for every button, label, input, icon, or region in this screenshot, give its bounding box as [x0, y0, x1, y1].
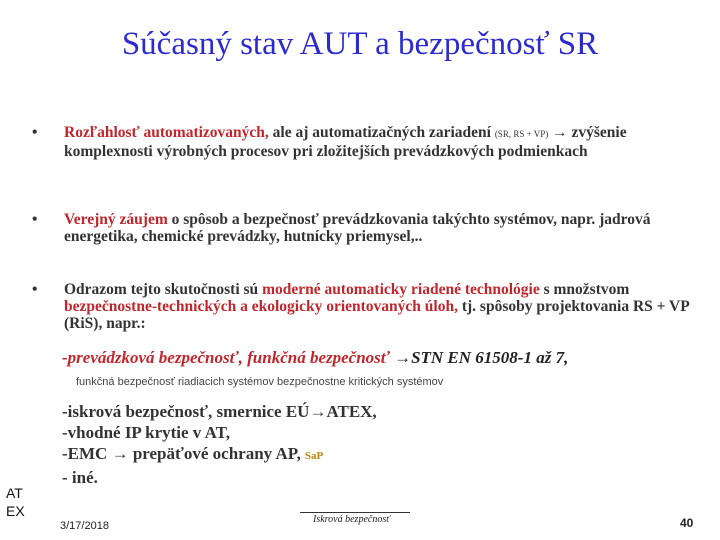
list-item [62, 443, 522, 467]
list-item: -vhodné IP krytie v AT, [62, 423, 230, 442]
page-number: 40 [680, 516, 694, 530]
bullet-marker: • [32, 124, 38, 141]
atex-line: EX [6, 503, 25, 519]
body-text: o spôsob a bezpečnosť prevádzkovania takýchto systémov, napr. jadrová energetika, chemické prevádzky, hutnícky priemysel,.. [64, 211, 651, 245]
slide-footer: Iskrová bezpečnosť [313, 514, 390, 525]
body-text: ale aj automatizačných zariadení [268, 124, 495, 141]
slide-date: 3/17/2018 [60, 520, 109, 532]
bullet-text [64, 211, 694, 245]
highlight-text: bezpečnostne-technických a ekologicky orientovaných úloh, [64, 298, 458, 315]
standard-ref-text: →STN EN 61508-1 až 7, [389, 348, 569, 367]
bullet-text [64, 124, 694, 160]
page-title: Súčasný stav AUT a bezpečnosť SR [121, 26, 599, 62]
body-text: → zvýšenie komplexnosti výrobných procesov pri zložitejších prevádzkových podmienkach [64, 124, 627, 160]
standard-red-text: -prevádzková bezpečnosť, funkčná bezpečnosť [62, 348, 390, 367]
list-item: - iné. [62, 468, 98, 487]
sub-note: funkčná bezpečnosť riadiacich systémov bezpečnostne kritických systémov [76, 376, 444, 388]
body-text: tj. spôsoby projektovania RS + VP (RiS), napr.: [64, 298, 689, 332]
bullet-marker: • [32, 211, 38, 228]
body-text: Odrazom tejto skutočnosti sú [64, 281, 263, 298]
body-text: s množstvom [539, 281, 630, 298]
highlight-text: Verejný záujem [64, 211, 168, 228]
small-note: (SR, RS + VP) [494, 129, 549, 139]
standard-line [62, 348, 702, 368]
atex-line: AT [6, 485, 23, 501]
highlight-text: moderné automaticky riadené technológie [262, 281, 540, 298]
highlight-text: Rozľahlosť automatizovaných, [64, 124, 269, 141]
bullet-marker: • [32, 281, 38, 298]
atex-logo [6, 484, 46, 520]
list-item-text: -EMC → prepäťové ochrany AP, [62, 444, 301, 463]
safety-list [62, 401, 522, 488]
list-item: -iskrová bezpečnosť, smernice EÚ→ATEX, [62, 402, 377, 421]
bullet-text [64, 281, 694, 332]
sap-label: SaP [304, 450, 324, 462]
footer-divider [300, 512, 410, 513]
